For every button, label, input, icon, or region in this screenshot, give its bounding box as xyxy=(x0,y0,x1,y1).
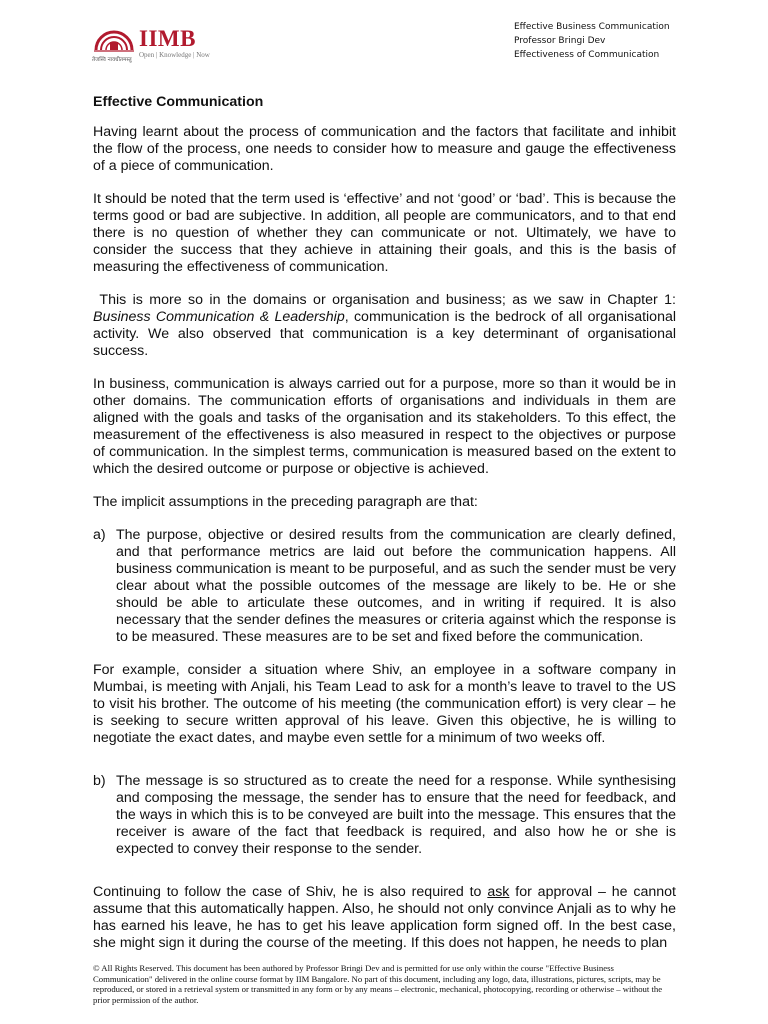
logo-hindi-motto: तेजस्वि नावधीतमस्तु xyxy=(92,57,132,63)
header-meta xyxy=(514,20,670,62)
paragraph-4: In business, communication is always carried out for a purpose, more so than it would be in other domains. The communication efforts of organisations and individuals in them are aligned with the goals and tasks of the organisation and its stakeholders. To this effect, the measurement of the effectiveness is also measured in respect to the objectives or purpose of communication. In the simplest terms, communication is measured based on the extent to which the desired outcome or purpose or objective is achieved. xyxy=(93,376,676,477)
paragraph-3-text-a: This is more so in the domains or organisation and business; as we saw in Chapter 1: xyxy=(99,292,676,308)
paragraph-7-text-b: for approval – he cannot assume that this automatically happen. Also, he should not only convince Anjali as to why he has earned his leave, he has to get his leave application form signed off. In the best case, she might sign it during the course of the meeting. If this does not happen, he needs to plan xyxy=(93,884,676,951)
list-item-b xyxy=(93,773,676,858)
paragraph-3 xyxy=(93,292,676,360)
paragraph-7-text-a: Continuing to follow the case of Shiv, he is also required to xyxy=(93,884,488,900)
professor-name: Professor Bringi Dev xyxy=(514,36,606,46)
topic-name: Effectiveness of Communication xyxy=(514,50,660,60)
list-label-a: a) xyxy=(93,527,106,543)
list-text-a: The purpose, objective or desired results from the communication are clearly defined, and that performance metrics are laid out before the communication happens. All business communication is meant to be purposeful, and as such the sender must be very clear about what the possible outcomes of the message are likely to be. He or she should be able to articulate these outcomes, and in writing if required. It is also necessary that the sender defines the measures or criteria against which the response is to be measured. These measures are to be set and fixed before the communication. xyxy=(116,527,676,645)
chapter-reference: Business Communication & Leadership xyxy=(93,309,345,325)
document-body xyxy=(93,94,676,968)
underlined-word: ask xyxy=(487,884,510,900)
paragraph-6: For example, consider a situation where Shiv, an employee in a software company in Mumbai, is meeting with Anjali, his Team Lead to ask for a month’s leave to travel to the US to visit his brother. The outcome of his meeting (the communication effort) is very clear – he is seeking to secure written approval of his leave. Given this objective, he is willing to negotiate the exact dates, and maybe even settle for a minimum of two weeks off. xyxy=(93,662,676,746)
paragraph-5: The implicit assumptions in the preceding paragraph are that: xyxy=(93,494,478,510)
copyright-footer: © All Rights Reserved. This document has been authored by Professor Bringi Dev and is permitted for use only within the course "Effective Business Communication" delivered in the online course format by IIM Bangalore. No part of this document, including any logo, data, illustrations, pictures, scripts, may be reproduced, or stored in a retrieval system or transmitted in any form or by any means – electronic, mechanical, photocopying, recording or otherwise – without the prior permission of the author. xyxy=(93,963,663,1005)
list-text-b: The message is so structured as to create the need for a response. While synthesising and composing the message, the sender has to ensure that the need for feedback, and the ways in which this is to be conveyed are built into the message. This ensures that the receiver is aware of the fact that feedback is required, and also how he or she is expected to convey their response to the sender. xyxy=(116,773,676,857)
iimb-logo xyxy=(92,26,232,62)
logo-tagline: Open | Knowledge | Now xyxy=(139,51,210,59)
paragraph-1: Having learnt about the process of communication and the factors that facilitate and inhibit the flow of the process, one needs to consider how to measure and gauge the effectiveness of a piece of communication. xyxy=(93,124,676,174)
list-item-a xyxy=(93,527,676,646)
paragraph-3-text-b: , communication is the bedrock of all organisational activity. We also observed that communication is a key determinant of organisational success. xyxy=(93,309,676,359)
course-name: Effective Business Communication xyxy=(514,22,670,32)
paragraph-7 xyxy=(93,884,676,952)
page-title: Effective Communication xyxy=(93,94,264,110)
list-label-b: b) xyxy=(93,773,106,789)
paragraph-2: It should be noted that the term used is ‘effective’ and not ‘good’ or ‘bad’. This is because the terms good or bad are subjective. In addition, all people are communicators, and to that end there is no question of whether they can communicate or not. Ultimately, we have to consider the success that they achieve in attaining their goals, and this is the basis of measuring the effectiveness of communication. xyxy=(93,191,676,275)
logo-wordmark: IIMB xyxy=(139,26,196,51)
